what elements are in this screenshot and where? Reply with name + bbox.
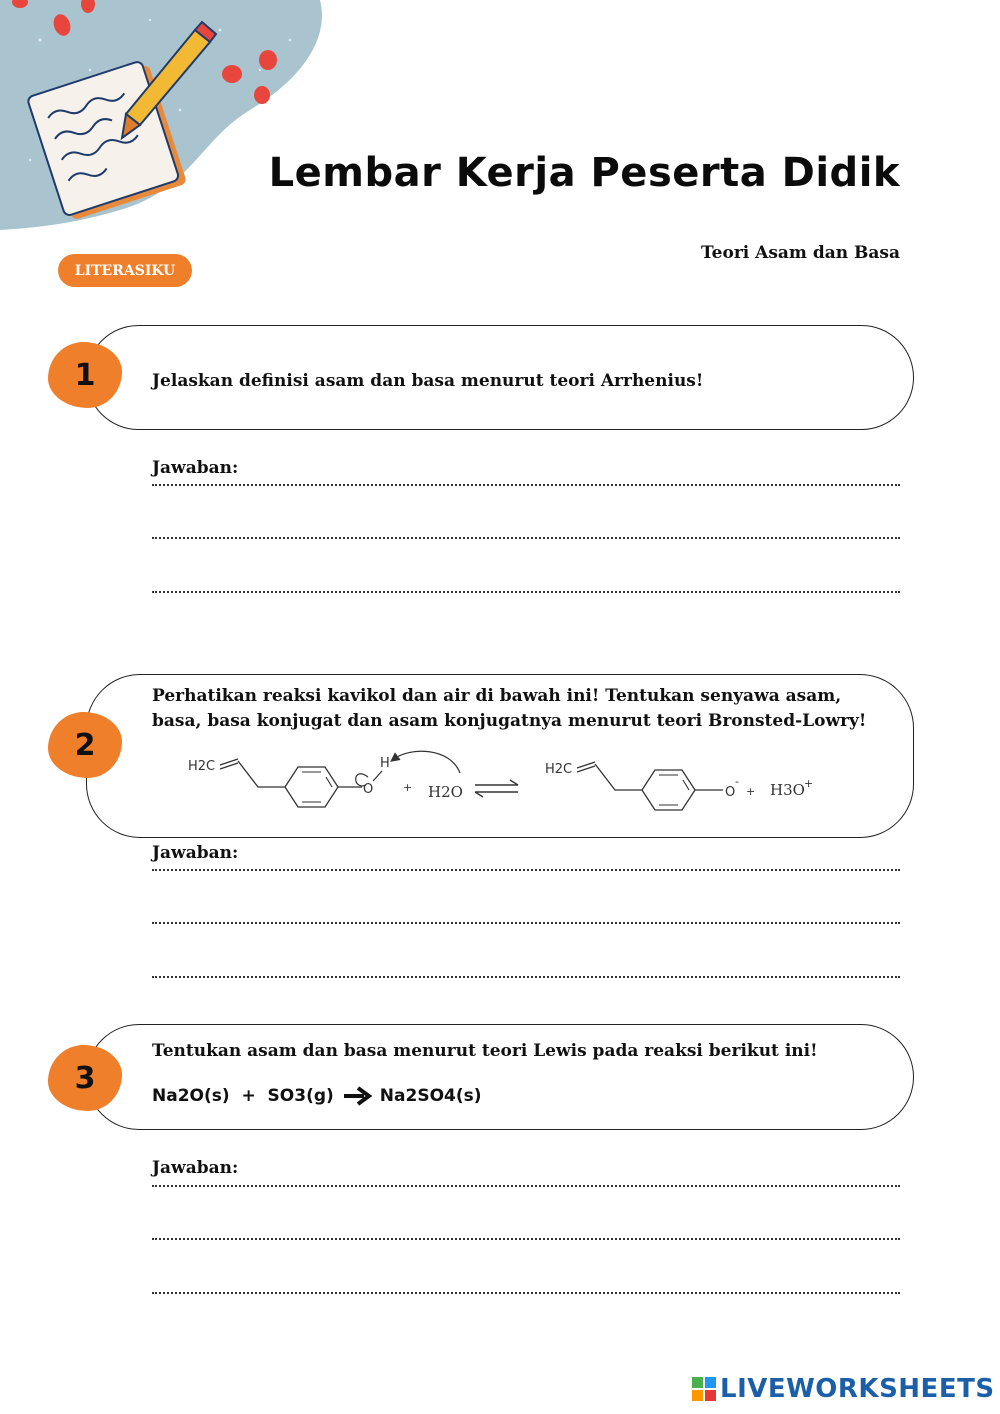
question-2-text [152, 684, 902, 734]
question-1-answer-label: Jawaban: [152, 458, 239, 478]
reaction-charge-minus: - [735, 775, 739, 788]
page-title: Lembar Kerja Peserta Didik [268, 150, 900, 196]
answer-line[interactable] [152, 1238, 900, 1240]
answer-line[interactable] [152, 537, 900, 539]
equation-product: Na2SO4(s) [379, 1086, 482, 1106]
question-2-text-line-2: basa, basa konjugat dan asam konjugatnya menurut teori Bronsted-Lowry! [152, 711, 867, 731]
liveworksheets-brand: LIVEWORKSHEETS [720, 1374, 995, 1404]
answer-line[interactable] [152, 1292, 900, 1294]
reaction-hydrogen: H [380, 756, 390, 771]
right-arrow-icon [342, 1086, 372, 1106]
answer-line[interactable] [152, 869, 900, 871]
answer-line[interactable] [152, 591, 900, 593]
answer-line[interactable] [152, 976, 900, 978]
literasiku-badge: LITERASIKU [58, 254, 192, 287]
reaction-left-group: H2C [188, 759, 216, 774]
question-2-text-line-1: Perhatikan reaksi kavikol dan air di bawah ini! Tentukan senyawa asam, [152, 686, 842, 706]
reaction-plus: + [403, 781, 413, 794]
liveworksheets-logo [692, 1374, 995, 1404]
reaction-product-ion: O [725, 785, 736, 800]
question-3-answer-label: Jawaban: [152, 1158, 239, 1178]
answer-line[interactable] [152, 922, 900, 924]
reaction-right-group: H2C [545, 762, 573, 777]
equation-reactants: Na2O(s) + SO3(g) [152, 1086, 334, 1106]
question-2-answer-label: Jawaban: [152, 843, 239, 863]
corner-illustration [0, 0, 330, 240]
answer-line[interactable] [152, 484, 900, 486]
reaction-oxygen: O [363, 782, 374, 797]
question-1-text: Jelaskan definisi asam dan basa menurut teori Arrhenius! [152, 371, 704, 391]
page-subtitle: Teori Asam dan Basa [700, 243, 900, 263]
question-2-number: 2 [48, 712, 122, 778]
reaction-charge-plus: + [804, 777, 814, 790]
reaction-hydronium: H3O [770, 781, 805, 799]
reaction-plus-2: + [746, 785, 756, 798]
question-3-text: Tentukan asam dan basa menurut teori Lewis pada reaksi berikut ini! [152, 1041, 818, 1061]
answer-line[interactable] [152, 1185, 900, 1187]
question-3-number: 3 [48, 1045, 122, 1111]
question-3-equation [152, 1086, 482, 1106]
liveworksheets-icon [692, 1377, 716, 1401]
question-1-number: 1 [48, 342, 122, 408]
reaction-water: H2O [428, 783, 463, 801]
reaction-diagram [180, 745, 840, 825]
